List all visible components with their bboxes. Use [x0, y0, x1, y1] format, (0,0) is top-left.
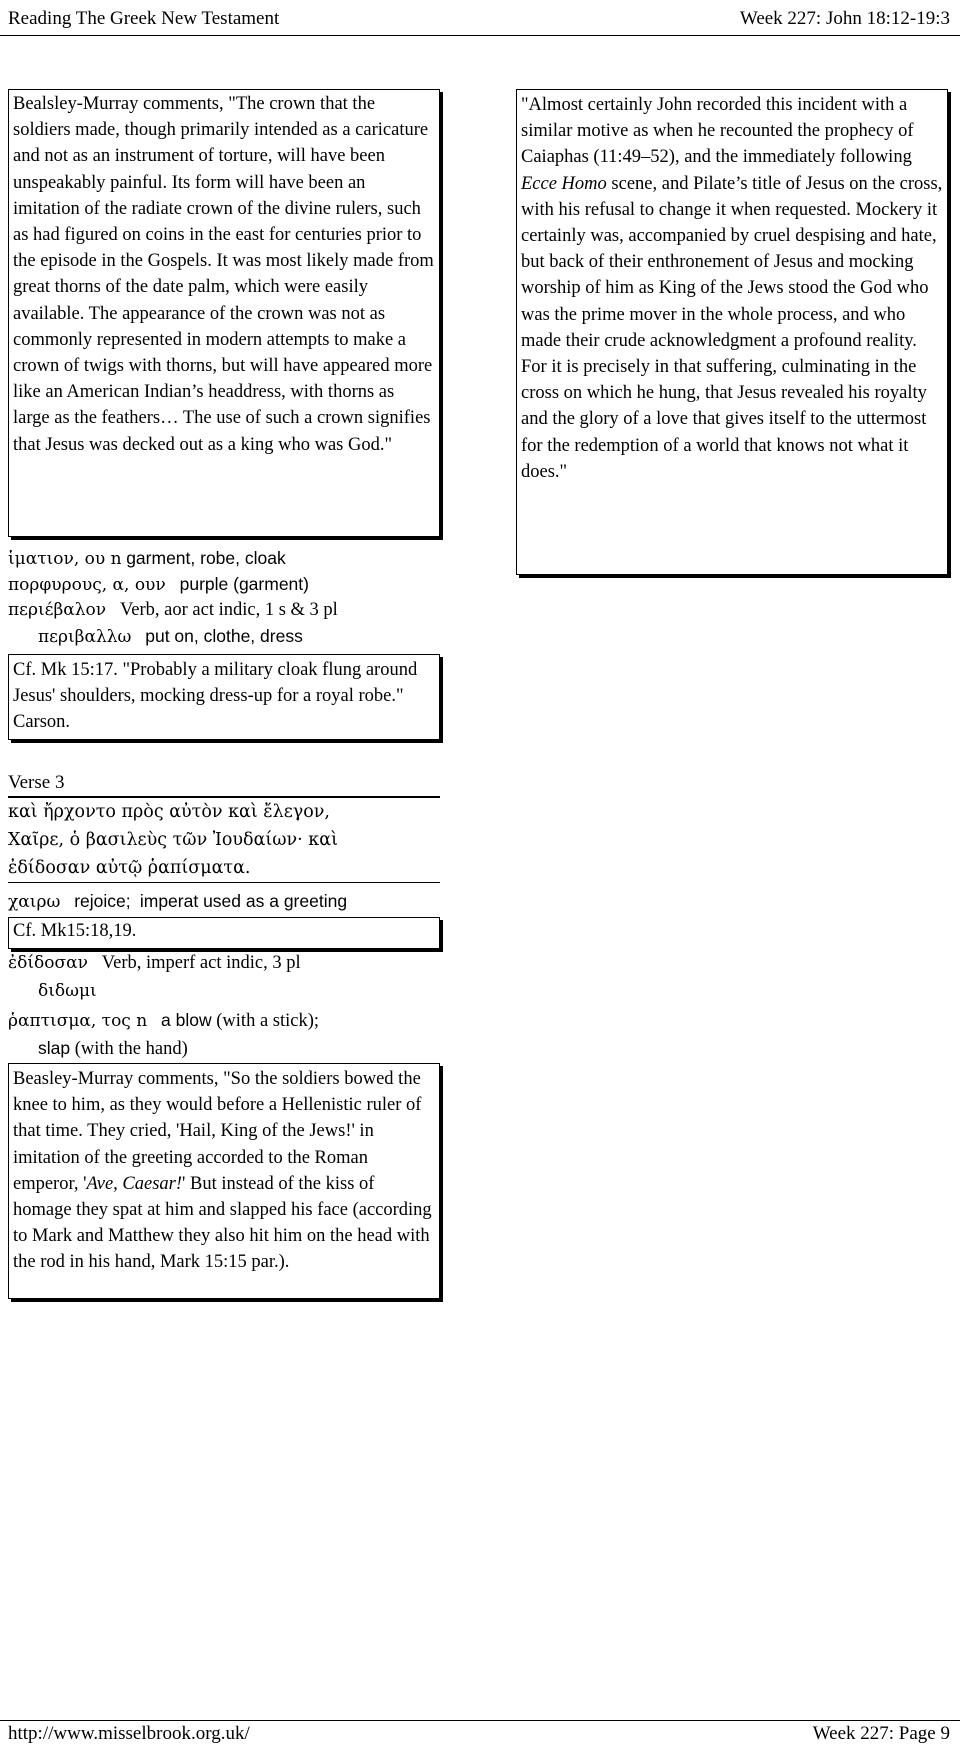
vocab-gloss: slap	[38, 1038, 71, 1058]
vocab-gloss: a blow	[161, 1010, 212, 1030]
page-header	[0, 8, 960, 36]
verse-line: Χαῖρε, ὁ βασιλεὺς τῶν Ἰουδαίων· καὶ	[8, 830, 338, 850]
vocab-greek: ἐδίδοσαν	[8, 953, 88, 973]
beasley-murray-crown-text: Bealsley-Murray comments, "The crown that the soldiers made, though primarily intended as a caricature and not as an instrument of torture, will have been unspeakably painful. Its form will have been an imitation of the radiate crown of the divine rulers, such as had figured on coins in the east for centuries prior to the episode in the Gospels. It was most likely made from great thorns of the date palm, which were easily available. The appearance of the crown was not as commonly represented in modern attempts to make a crown of twigs with thorns, but will have appeared more like an American Indian’s headdress, with thorns as large as the feathers… The use of such a crown signifies that Jesus was decked out as a king who was God."	[13, 94, 434, 455]
carson-box	[8, 654, 440, 740]
beasley-murray-hail-text: Beasley-Murray comments, "So the soldiers bowed the knee to him, as they would before a Hellenistic ruler of that time. They cried, 'Hail, King of the Jews!' in imitation of the greeting accorded to the Roman emperor, '	[13, 1069, 422, 1194]
vocab-gloss: Verb, imperf act indic, 3 pl	[101, 953, 301, 973]
verse-heading: Verse 3	[8, 770, 440, 798]
vocab-greek: διδωμι	[38, 981, 97, 1001]
quote-text-end: scene, and Pilate’s title of Jesus on the cross, with his refusal to change it when requested. Mockery it certainly was, accompanied by cruel despising and hate, but back of their enthronement of Jesus and mocking worship of him as King of the Jews stood the God who was the prime mover in the whole process, and who made their crude acknowledgment a profound reality. For it is precisely in that suffering, culminating in the cross on which he hung, that Jesus revealed his royalty and the glory of a love that gives itself to the uttermost for the redemption of a world that knows not what it does."	[521, 173, 943, 482]
vocab-row	[8, 950, 301, 976]
divider	[8, 882, 440, 883]
ecce-homo-text: Ecce Homo	[521, 173, 607, 194]
footer-url[interactable]: http://www.misselbrook.org.uk/	[8, 1723, 250, 1744]
vocab-note: (with a stick);	[216, 1011, 320, 1031]
vocab-gloss: put on, clothe, dress	[145, 626, 303, 646]
vocab-note: imperat used as a greeting	[139, 891, 348, 911]
beasley-murray-hail-text-end: ' But instead of the kiss of homage they spat at him and slapped his face (according to Mark and Matthew they also hit him on the head with the rod in his hand, Mark 15:15 par.).	[13, 1173, 432, 1273]
ave-caesar-text: Ave, Caesar!	[86, 1173, 183, 1194]
page-footer	[0, 1720, 960, 1744]
beasley-murray-crown-box	[8, 89, 440, 537]
vocab-row	[8, 888, 347, 915]
vocab-greek: περιβαλλω	[38, 627, 132, 647]
footer-page: Week 227: Page 9	[812, 1723, 950, 1744]
verse-greek-text	[8, 798, 338, 882]
beasley-murray-hail-box	[8, 1063, 440, 1299]
vocab-note: (with the hand)	[74, 1039, 188, 1059]
vocab-gloss: Verb, aor act indic, 1 s & 3 pl	[119, 600, 338, 620]
vocab-greek: πορφυρους, α, ουν	[8, 575, 166, 595]
verse-line: ἐδίδοσαν αὐτῷ ῥαπίσματα.	[8, 858, 251, 878]
quote-text: "Almost certainly John recorded this incident with a similar motive as when he recounted the prophecy of Caiaphas (11:49–52), and the immediately following	[521, 95, 914, 168]
vocab-greek: περιέβαλον	[8, 600, 107, 620]
vocab-gloss: purple (garment)	[179, 574, 309, 594]
carson-text: Cf. Mk 15:17. "Probably a military cloak flung around Jesus' shoulders, mocking dress-up for a royal robe." Carson.	[13, 660, 418, 733]
vocab-greek: ῥαπτισμα, τος n	[8, 1011, 148, 1031]
cf-box	[8, 917, 440, 949]
header-week: Week 227: John 18:12-19:3	[739, 8, 950, 29]
vocab-gloss: rejoice;	[74, 891, 131, 911]
vocab-row	[8, 1035, 188, 1062]
vocab-row	[8, 597, 338, 623]
header-title: Reading The Greek New Testament	[8, 8, 280, 29]
vocab-gloss: garment, robe, cloak	[126, 548, 286, 568]
vocab-row	[8, 571, 309, 598]
vocab-row	[8, 545, 286, 572]
vocab-row	[8, 1007, 319, 1034]
ecce-homo-quote-box	[516, 89, 948, 575]
vocab-greek: χαιρω	[8, 892, 61, 912]
cf-text: Cf. Mk15:18,19.	[13, 921, 137, 941]
vocab-row	[8, 623, 303, 650]
vocab-row	[8, 978, 97, 1004]
verse-line: καὶ ἤρχοντο πρὸς αὐτὸν καὶ ἔλεγον,	[8, 802, 330, 822]
vocab-greek: ἱματιον, ου n	[8, 549, 122, 569]
